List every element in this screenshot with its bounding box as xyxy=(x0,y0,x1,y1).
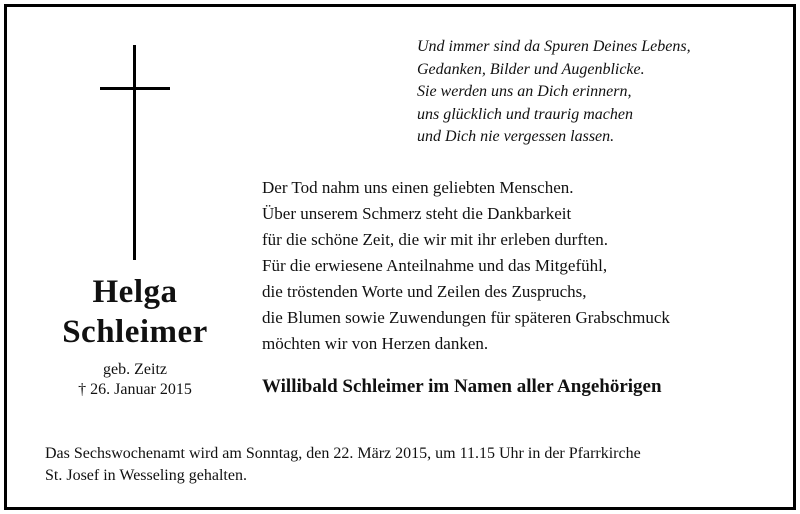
message-line: die Blumen sowie Zuwendungen für späteren Grabschmuck xyxy=(262,308,670,327)
cross-vertical-bar xyxy=(133,45,136,260)
signature: Willibald Schleimer im Namen aller Angehörigen xyxy=(262,376,662,397)
poem-line: uns glücklich und traurig machen xyxy=(417,105,633,123)
deceased-info xyxy=(40,272,230,400)
death-date: † 26. Januar 2015 xyxy=(78,381,192,398)
message-line: für die schöne Zeit, die wir mit ihr erleben durften. xyxy=(262,230,609,249)
poem-line: und Dich nie vergessen lassen. xyxy=(417,128,615,145)
service-announcement xyxy=(45,443,641,487)
poem-line: Und immer sind da Spuren Deines Lebens, xyxy=(417,38,691,55)
message-line: Über unserem Schmerz steht die Dankbarkeit xyxy=(262,204,572,223)
deceased-last-name: Schleimer xyxy=(62,314,208,350)
message-line: möchten wir von Herzen danken. xyxy=(262,334,489,353)
thank-you-message xyxy=(262,175,670,357)
poem-line: Sie werden uns an Dich erinnern, xyxy=(417,83,632,100)
message-line: Der Tod nahm uns einen geliebten Menschen. xyxy=(262,178,574,197)
footer-line: Das Sechswochenamt wird am Sonntag, den 22. März 2015, um 11.15 Uhr in der Pfarrkirche xyxy=(45,445,641,462)
footer-line: St. Josef in Wesseling gehalten. xyxy=(45,467,247,484)
poem-line: Gedanken, Bilder und Augenblicke. xyxy=(417,60,645,78)
deceased-first-name: Helga xyxy=(92,274,178,310)
message-line: die tröstenden Worte und Zeilen des Zuspruchs, xyxy=(262,282,587,301)
cross-horizontal-bar xyxy=(100,87,170,90)
memorial-poem xyxy=(417,36,691,149)
maiden-name: geb. Zeitz xyxy=(103,361,167,378)
cross-icon xyxy=(100,45,170,260)
message-line: Für die erwiesene Anteilnahme und das Mitgefühl, xyxy=(262,256,608,275)
